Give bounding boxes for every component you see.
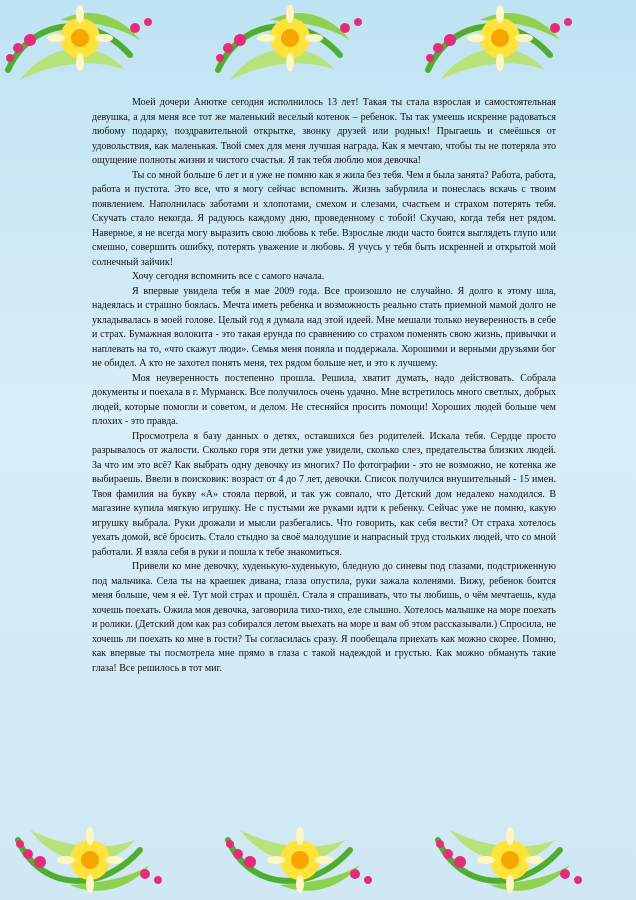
bottom-floral-border [0, 800, 636, 900]
paragraph-6: Просмотрела я базу данных о детях, оставшихся без родителей. Искала тебя. Сердце просто разрывалось от жалости. Сколько горя эти детки уже увидели, сколько слез, предательства близких людей. За что им это всё? Как выбрать одну девочку из многих? По фотографии - это не возможно, не котенка же выбираешь. Ввели в поисковик: возраст от 4 до 7 лет, девочки. Список получился внушительный - 15 имен. Твоя фамилия на букву «А» стояла первой, и так уж совпало, что Детский дом недалеко находился. В магазине купила мягкую игрушку. Не с пустыми же руками идти к ребенку. Сейчас уже не помню, какую игрушку выбрала. Руки дрожали и мысли разбегались. Что говорить, как себя вести? От страха хотелось уехать домой, всё бросить. Стало стыдно за своё малодушие и напрасный труд стольких людей, что со мной работали. Я взяла себя в руки и пошла к тебе знакомиться. [92, 430, 556, 558]
paragraph-1: Моей дочери Анютке сегодня исполнилось 13 лет! Такая ты стала взрослая и самостоятельная девушка, а для меня все тот же маленький веселый котенок – ребенок. Ты так умеешь искренне радоваться любому подарку, поздравительной открытке, звонку друзей или родных! Прыгаешь и смеёшься от удовольствия, как маленькая. Твой смех для меня лучшая награда. Как я мечтаю, чтобы ты не потеряла это ощущение полноты жизни и чистого счастья. Я так тебя люблю моя девочка! [92, 97, 556, 166]
paragraph-4: Я впервые увидела тебя в мае 2009 года. Все произошло не случайно. Я долго к этому шла, надеялась и страшно боялась. Мечта иметь ребенка и возможность реально стать приемной мамой долго не укладывалась в моей голове. Целый год я думала над этой идеей. Мне мешали только неуверенность в себе и страх. Бумажная волокита - это такая ерунда по сравнению со страхом поменять свою жизнь, привычки и наплевать на то, «что скажут люди». Семья меня поняла и поддержала. Хорошими и верными друзьями бог не обидел. А кто не захотел понять меня, тех рядом больше нет, и это к лучшему. [92, 285, 556, 369]
paragraph-3: Хочу сегодня вспомнить все с самого начала. [132, 271, 325, 282]
paragraph-2: Ты со мной больше 6 лет и я уже не помню как я жила без тебя. Чем я была занята? Работа, работа, работа и пустота. Это все, что я могу сейчас вспомнить. Жизнь забурлила и понеслась вскачь с твоим появлением. Наполнилась заботами и хлопотами, смехом и слезами, счастьем и страхом потерять тебя. Скучать стало некогда. Я радуюсь каждому дню, проведенному с тобой! Скучаю, когда тебя нет рядом. Наверное, я не всегда могу выразить свою любовь к тебе. Взрослые люди часто боятся выглядеть глупо или смешно, совершить ошибку, потерять уважение и любовь. Я учусь у тебя быть искренней и открытой мой солнечный зайчик! [92, 169, 556, 268]
letter-text [92, 96, 556, 676]
paragraph-5: Моя неуверенность постепенно прошла. Решила, хватит думать, надо действовать. Собрала документы и поехала в г. Мурманск. Все получилось очень удачно. Мне встретилось много светлых, добрых людей, которые помогли и советом, и делом. Не стесняйся просить помощи! Хороших людей больше чем плохих - это правда. [92, 372, 556, 427]
paragraph-7: Привели ко мне девочку, худенькую-худенькую, бледную до синевы под глазами, подстриженную под мальчика. Села ты на краешек дивана, глаза опустила, руки зажала коленями. Вижу, ребенок боится меня больше, чем я её. Тут мой страх и прошёл. Стала я спрашивать, что ты любишь, о чём мечтаешь, куда хочешь поехать. Ожила моя девочка, заговорила тихо-тихо, еле слышно. Хотелось малышке на море поехать и ролики. (Детский дом как раз собирался летом выехать на море и вам об этом рассказывали.) Спросила, не хочешь ли поехать ко мне в гости? Ты согласилась сразу. Я пообещала приехать как можно скорее. Помню, как впервые ты посмотрела мне прямо в глаза с такой надеждой и грустью. Как можно обмануть такие глаза! Все решилось в тот миг. [92, 561, 556, 674]
top-floral-border [0, 0, 636, 100]
